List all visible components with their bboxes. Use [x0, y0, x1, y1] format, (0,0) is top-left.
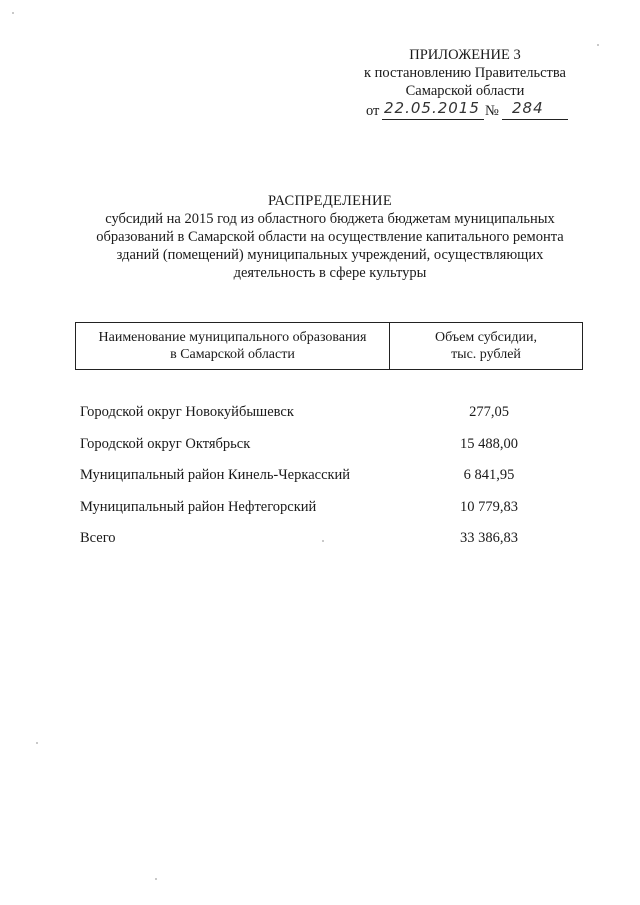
column-header-municipality: [76, 323, 390, 369]
municipality-name: Городской округ Октябрьск: [80, 435, 251, 452]
total-amount: 33 386,83: [460, 530, 518, 546]
decree-number-field: [502, 101, 568, 120]
table-row: [75, 498, 583, 530]
municipality-name: Муниципальный район Нефтегорский: [80, 498, 317, 515]
subsidy-amount: 10 779,83: [460, 498, 518, 515]
handwritten-number: 284: [512, 99, 544, 117]
table-row: [75, 466, 583, 498]
subsidy-table: [75, 322, 583, 561]
municipality-name: Городской округ Новокуйбышевск: [80, 404, 294, 420]
annex-region: Самарской области: [405, 83, 525, 99]
table-body: [75, 403, 583, 561]
decree-date-field: [382, 101, 484, 120]
from-label: от: [366, 103, 380, 119]
scan-speck: [597, 44, 599, 46]
column-header-text: Наименование муниципального образования: [98, 330, 367, 345]
title-line: зданий (помещений) муниципальных учреждений, осуществляющих: [116, 247, 544, 263]
table-row: [75, 403, 583, 435]
column-header-text: в Самарской области: [170, 347, 295, 362]
subsidy-amount: 15 488,00: [460, 435, 518, 452]
annex-title: ПРИЛОЖЕНИЕ 3: [409, 47, 521, 63]
scan-speck: [36, 742, 38, 744]
title-line: деятельность в сфере культуры: [233, 265, 427, 281]
table-row: [75, 435, 583, 467]
scan-speck: [155, 878, 157, 880]
decree-date-number-row: [330, 101, 600, 121]
subsidy-amount: 6 841,95: [463, 467, 515, 483]
scan-speck: [12, 12, 14, 14]
subsidy-amount: 277,05: [469, 404, 509, 420]
handwritten-date: 22.05.2015: [384, 99, 480, 117]
document-heading: РАСПРЕДЕЛЕНИЕ: [268, 193, 392, 209]
total-label: Всего: [80, 530, 116, 546]
column-header-text: тыс. рублей: [451, 347, 521, 362]
table-row-total: [75, 529, 583, 561]
scan-speck: [322, 540, 324, 542]
column-header-amount: [390, 323, 582, 369]
column-header-text: Объем субсидии,: [435, 330, 537, 345]
document-title-block: [80, 192, 580, 282]
table-header: [75, 322, 583, 370]
annex-reference: к постановлению Правительства: [364, 65, 566, 81]
municipality-name: Муниципальный район Кинель-Черкасский: [80, 467, 351, 483]
annex-block: [330, 46, 600, 121]
title-line: субсидий на 2015 год из областного бюджета бюджетам муниципальных: [105, 211, 555, 227]
title-line: образований в Самарской области на осуществление капитального ремонта: [96, 229, 564, 245]
number-label: №: [485, 103, 499, 119]
